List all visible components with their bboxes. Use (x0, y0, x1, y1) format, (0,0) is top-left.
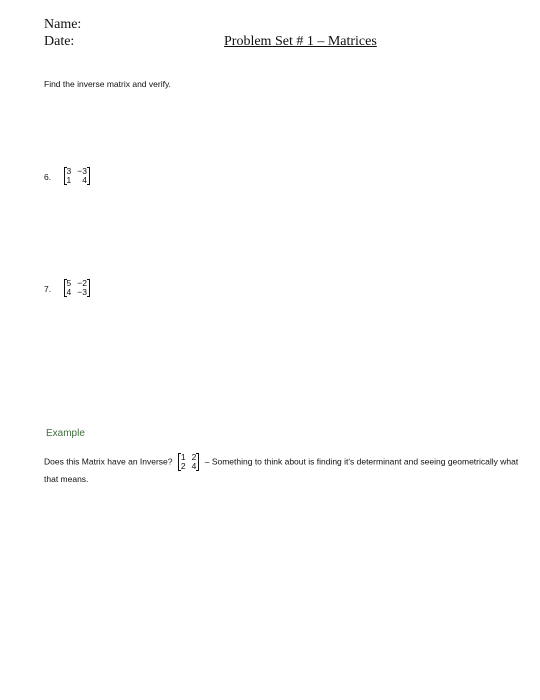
instruction-text: Find the inverse matrix and verify. (44, 79, 171, 89)
matrix-cell: 2 (180, 461, 186, 471)
problem-number: 6. (44, 172, 52, 183)
matrix-problem-7 (64, 279, 90, 297)
matrix-cell: 4 (66, 287, 72, 297)
page-title: Problem Set # 1 – Matrices (224, 34, 377, 49)
example-note: – Something to think about is finding it's determinant and seeing geometrically what that means. (44, 456, 519, 484)
example-question: Does this Matrix have an Inverse? (44, 456, 173, 467)
matrix-cell: −3 (77, 287, 87, 297)
matrix-cell: 4 (82, 175, 87, 185)
matrix-problem-6 (64, 167, 90, 185)
matrix-cell: −2 (77, 278, 87, 288)
matrix-cell: −3 (77, 166, 87, 176)
matrix-cell: 5 (66, 278, 72, 288)
problem-7 (44, 279, 90, 297)
matrix-cell: 4 (191, 461, 197, 471)
example-heading: Example (46, 428, 85, 439)
name-label: Name: (44, 17, 82, 32)
date-label: Date: (44, 34, 75, 49)
matrix-cell: 3 (66, 166, 72, 176)
matrix-cell: 1 (180, 452, 186, 462)
matrix-cell: 2 (191, 452, 197, 462)
problem-number: 7. (44, 284, 52, 295)
matrix-example (178, 453, 199, 471)
example-text (44, 453, 534, 488)
problem-6 (44, 167, 90, 185)
matrix-cell: 1 (66, 175, 72, 185)
